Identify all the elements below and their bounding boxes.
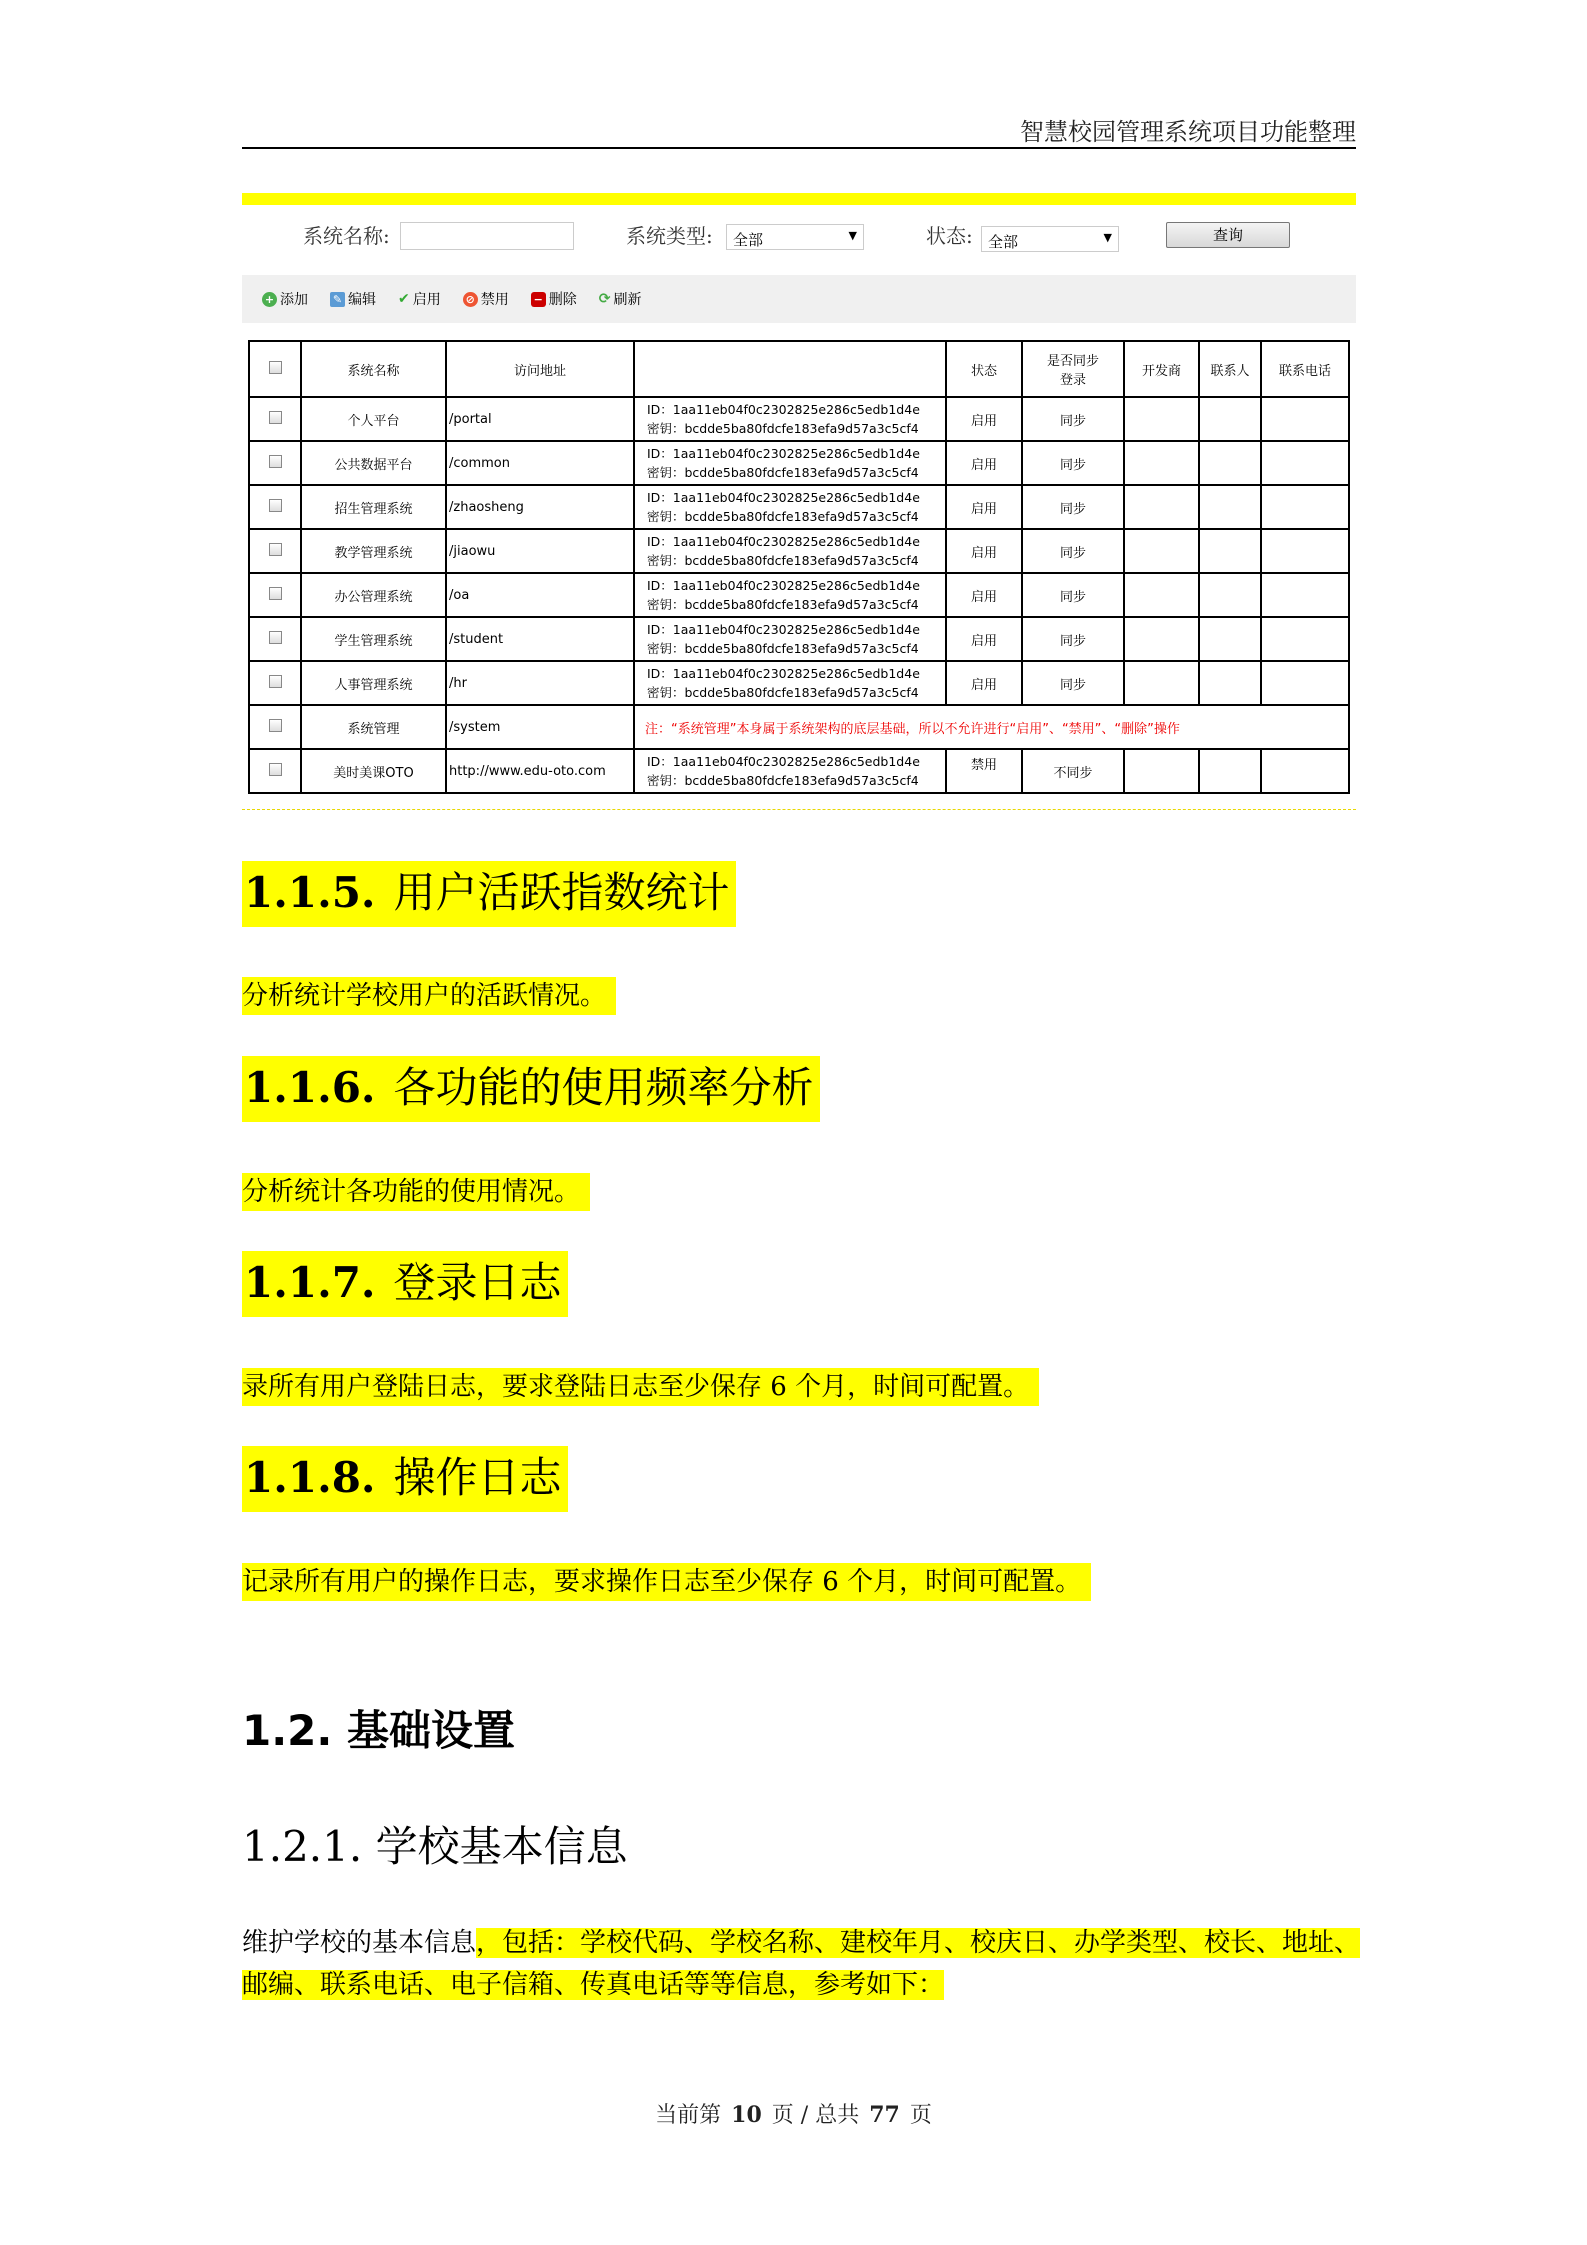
table-row (249, 617, 1349, 661)
section-body: 录所有用户登陆日志，要求登陆日志至少保存 6 个月，时间可配置。 (242, 1368, 1039, 1406)
system-url: /zhaosheng (446, 485, 634, 529)
page-footer (0, 2098, 1587, 2129)
table-row (249, 485, 1349, 529)
system-sync: 同步 (1022, 485, 1124, 529)
edit-label: 编辑 (348, 292, 376, 308)
system-key: 密钥：bcdde5ba80fdcfe183efa9d57a3c5cf4 (647, 641, 919, 656)
forbidden-icon: ⊘ (463, 292, 478, 307)
plus-icon: + (262, 292, 277, 307)
section-body: 记录所有用户的操作日志，要求操作日志至少保存 6 个月，时间可配置。 (242, 1563, 1091, 1601)
col-credentials (634, 341, 946, 397)
system-name: 教学管理系统 (301, 529, 446, 573)
section-heading (242, 1251, 568, 1317)
system-key: 密钥：bcdde5ba80fdcfe183efa9d57a3c5cf4 (647, 773, 919, 788)
system-id: ID：1aa11eb04f0c2302825e286c5edb1d4e (647, 446, 920, 461)
contact-cell (1199, 573, 1261, 617)
phone-cell (1261, 617, 1349, 661)
system-status: 启用 (946, 661, 1022, 705)
add-label: 添加 (280, 292, 308, 308)
table-row (249, 397, 1349, 441)
system-status: 启用 (946, 573, 1022, 617)
system-id: ID：1aa11eb04f0c2302825e286c5edb1d4e (647, 534, 920, 549)
col-name: 系统名称 (301, 341, 446, 397)
phone-cell (1261, 573, 1349, 617)
system-sync: 同步 (1022, 529, 1124, 573)
edit-icon: ✎ (330, 292, 345, 307)
row-checkbox[interactable] (249, 749, 301, 793)
phone-cell (1261, 485, 1349, 529)
section-heading-1-2: 1.2. 基础设置 (242, 1706, 515, 1755)
section-body: 分析统计各功能的使用情况。 (242, 1173, 590, 1211)
system-id: ID：1aa11eb04f0c2302825e286c5edb1d4e (647, 622, 920, 637)
select-all-checkbox[interactable] (249, 341, 301, 397)
developer-cell (1124, 485, 1199, 529)
row-checkbox[interactable] (249, 705, 301, 749)
dropdown-arrow-icon: ▼ (1103, 231, 1112, 244)
add-button[interactable] (262, 289, 308, 309)
phone-cell (1261, 529, 1349, 573)
system-status: 启用 (946, 529, 1022, 573)
query-button[interactable]: 查询 (1166, 222, 1290, 248)
disable-label: 禁用 (480, 292, 509, 308)
system-url: http://www.edu-oto.com (446, 749, 634, 793)
delete-label: 删除 (548, 292, 577, 308)
system-status: 启用 (946, 485, 1022, 529)
col-sync: 是否同步登录 (1022, 341, 1124, 397)
system-status: 禁用 (946, 749, 1022, 793)
refresh-label: 刷新 (613, 292, 642, 308)
section-body: 分析统计学校用户的活跃情况。 (242, 977, 616, 1015)
system-note: 注：“系统管理”本身属于系统架构的底层基础，所以不允许进行“启用”、“禁用”、“删除”操作 (645, 721, 1180, 737)
system-name: 招生管理系统 (301, 485, 446, 529)
paragraph-highlight: ，包括：学校代码、学校名称、建校年月、校庆日、办学类型、校长、地址、邮编、联系电话、电子信箱、传真电话等等信息，参考如下： (242, 1928, 1361, 2000)
system-key: 密钥：bcdde5ba80fdcfe183efa9d57a3c5cf4 (647, 553, 919, 568)
row-checkbox[interactable] (249, 441, 301, 485)
phone-cell (1261, 661, 1349, 705)
page-header-title: 智慧校园管理系统项目功能整理 (1020, 118, 1356, 146)
contact-cell (1199, 397, 1261, 441)
system-name: 系统管理 (301, 705, 446, 749)
system-key: 密钥：bcdde5ba80fdcfe183efa9d57a3c5cf4 (647, 509, 919, 524)
section-number: 1.1.7. (244, 1258, 376, 1307)
system-id: ID：1aa11eb04f0c2302825e286c5edb1d4e (647, 754, 920, 769)
system-name-input[interactable] (400, 222, 574, 250)
table-row (249, 573, 1349, 617)
system-key: 密钥：bcdde5ba80fdcfe183efa9d57a3c5cf4 (647, 597, 919, 612)
developer-cell (1124, 441, 1199, 485)
table-header-row (249, 341, 1349, 397)
dropdown-arrow-icon: ▼ (848, 229, 857, 242)
systems-table (248, 340, 1350, 794)
system-name: 个人平台 (301, 397, 446, 441)
delete-icon: − (531, 292, 546, 307)
table-row (249, 441, 1349, 485)
system-key: 密钥：bcdde5ba80fdcfe183efa9d57a3c5cf4 (647, 421, 919, 436)
contact-cell (1199, 441, 1261, 485)
row-checkbox[interactable] (249, 529, 301, 573)
system-id: ID：1aa11eb04f0c2302825e286c5edb1d4e (647, 578, 920, 593)
edit-button[interactable] (330, 289, 376, 309)
school-info-paragraph (242, 1922, 1362, 2006)
section-title: 登录日志 (393, 1258, 562, 1307)
developer-cell (1124, 573, 1199, 617)
row-checkbox[interactable] (249, 485, 301, 529)
system-name: 公共数据平台 (301, 441, 446, 485)
contact-cell (1199, 617, 1261, 661)
highlight-bar (242, 193, 1356, 205)
system-url: /system (446, 705, 634, 749)
system-sync: 不同步 (1022, 749, 1124, 793)
row-checkbox[interactable] (249, 617, 301, 661)
delete-button[interactable] (531, 289, 577, 309)
footer-prefix: 当前第 (655, 2103, 722, 2128)
total-pages: 77 (869, 2102, 900, 2128)
status-select[interactable] (981, 226, 1119, 252)
system-name: 学生管理系统 (301, 617, 446, 661)
status-value: 全部 (988, 233, 1019, 251)
section-heading (242, 861, 736, 927)
system-name: 人事管理系统 (301, 661, 446, 705)
table-row (249, 705, 1349, 749)
system-url: /hr (446, 661, 634, 705)
section-heading (242, 1056, 820, 1122)
table-row (249, 529, 1349, 573)
row-checkbox[interactable] (249, 661, 301, 705)
phone-cell (1261, 397, 1349, 441)
paragraph-text: 维护学校的基本信息 (242, 1928, 477, 1958)
system-sync: 同步 (1022, 441, 1124, 485)
status-label: 状态: (926, 224, 973, 248)
system-type-value: 全部 (733, 231, 764, 249)
table-row (249, 749, 1349, 793)
section-heading (242, 1446, 568, 1512)
section-number: 1.1.5. (244, 868, 376, 917)
system-sync: 同步 (1022, 573, 1124, 617)
disable-button[interactable] (463, 289, 509, 309)
enable-label: 启用 (412, 292, 441, 308)
system-url: /student (446, 617, 634, 661)
section-number: 1.1.6. (244, 1063, 376, 1112)
system-type-select[interactable] (726, 224, 864, 250)
system-sync: 同步 (1022, 397, 1124, 441)
system-name: 美时美课OTO (301, 749, 446, 793)
section-title: 用户活跃指数统计 (393, 868, 730, 917)
col-url: 访问地址 (446, 341, 634, 397)
developer-cell (1124, 617, 1199, 661)
system-status: 启用 (946, 441, 1022, 485)
system-url: /oa (446, 573, 634, 617)
phone-cell (1261, 441, 1349, 485)
footer-suffix: 页 (909, 2103, 932, 2128)
col-contact: 联系人 (1199, 341, 1261, 397)
system-name-label: 系统名称: (303, 224, 390, 248)
section-number: 1.1.8. (244, 1453, 376, 1502)
section-heading-1-2-1: 1.2.1. 学校基本信息 (242, 1822, 628, 1871)
system-id: ID：1aa11eb04f0c2302825e286c5edb1d4e (647, 490, 920, 505)
system-url: /jiaowu (446, 529, 634, 573)
refresh-icon: ⟳ (598, 291, 611, 307)
footer-mid: 页 / 总共 (771, 2103, 860, 2128)
table-row (249, 661, 1349, 705)
developer-cell (1124, 397, 1199, 441)
section-title: 各功能的使用频率分析 (393, 1063, 814, 1112)
header-divider (242, 147, 1356, 149)
system-name: 办公管理系统 (301, 573, 446, 617)
system-url: /portal (446, 397, 634, 441)
row-checkbox[interactable] (249, 397, 301, 441)
check-icon: ✔ (398, 291, 410, 307)
enable-button[interactable] (398, 289, 441, 309)
contact-cell (1199, 661, 1261, 705)
system-id: ID：1aa11eb04f0c2302825e286c5edb1d4e (647, 666, 920, 681)
contact-cell (1199, 529, 1261, 573)
system-url: /common (446, 441, 634, 485)
contact-cell (1199, 485, 1261, 529)
current-page: 10 (731, 2102, 762, 2128)
system-key: 密钥：bcdde5ba80fdcfe183efa9d57a3c5cf4 (647, 685, 919, 700)
developer-cell (1124, 661, 1199, 705)
system-type-label: 系统类型: (626, 224, 713, 248)
row-checkbox[interactable] (249, 573, 301, 617)
col-status: 状态 (946, 341, 1022, 397)
toolbar (242, 275, 1356, 323)
system-status: 启用 (946, 617, 1022, 661)
developer-cell (1124, 529, 1199, 573)
system-status: 启用 (946, 397, 1022, 441)
system-id: ID：1aa11eb04f0c2302825e286c5edb1d4e (647, 402, 920, 417)
col-developer: 开发商 (1124, 341, 1199, 397)
divider (242, 809, 1356, 810)
col-phone: 联系电话 (1261, 341, 1349, 397)
system-key: 密钥：bcdde5ba80fdcfe183efa9d57a3c5cf4 (647, 465, 919, 480)
section-title: 操作日志 (393, 1453, 562, 1502)
system-sync: 同步 (1022, 661, 1124, 705)
system-sync: 同步 (1022, 617, 1124, 661)
refresh-button[interactable] (599, 289, 642, 309)
